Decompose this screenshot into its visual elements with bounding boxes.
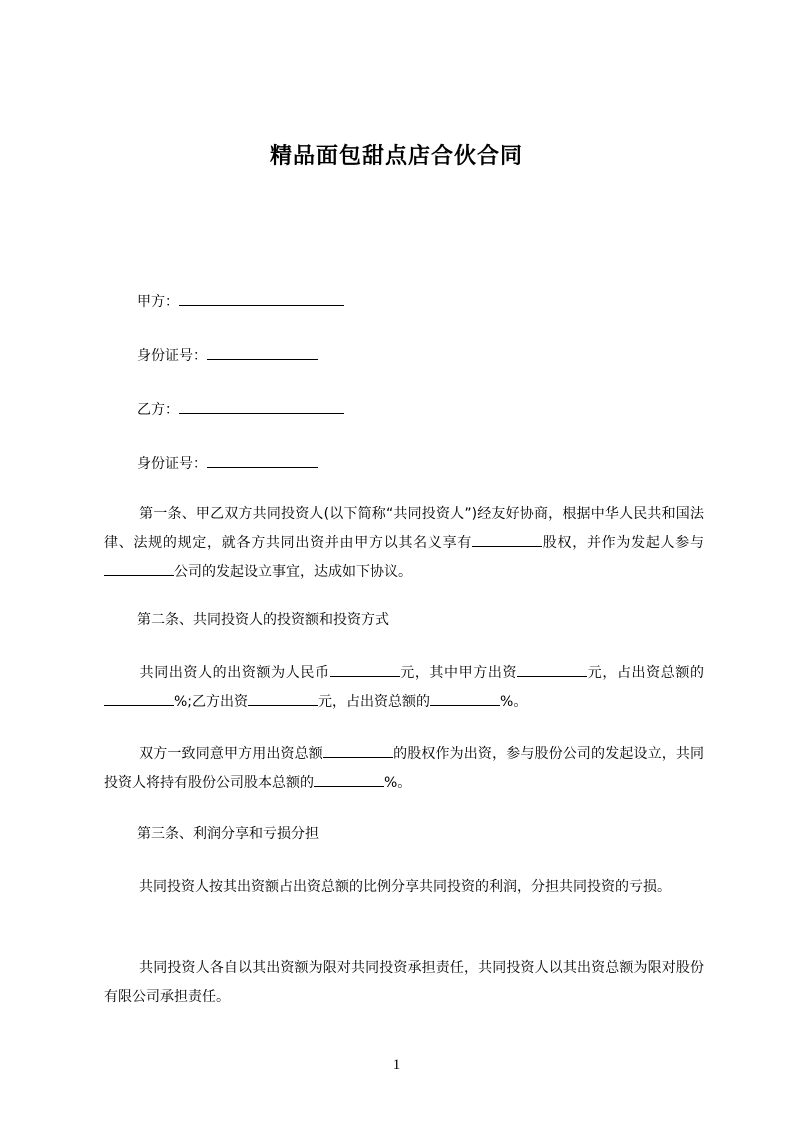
party-a-percent-blank (104, 691, 174, 706)
article-1-paragraph (104, 500, 704, 587)
investment-text-3: 元，占出资总额的 (587, 665, 705, 681)
page-number: 1 (392, 1057, 401, 1073)
article-3-heading: 第三条、利润分享和亏损分担 (137, 826, 319, 842)
article-1-text-2: 股权，并作为发起人参与 (542, 535, 705, 551)
party-b-id-label: 身份证号： (137, 456, 207, 472)
article-2-heading: 第二条、共同投资人的投资额和投资方式 (137, 612, 389, 628)
company-name-blank (104, 561, 174, 576)
party-b-capital-blank (248, 691, 318, 706)
investment-text-5: 元，占出资总额的 (318, 694, 431, 710)
equity-blank (472, 532, 542, 547)
total-capital-blank (330, 662, 400, 677)
investment-text-6: %。 (500, 694, 528, 710)
equity-paragraph (104, 740, 704, 798)
equity-text-3: %。 (384, 775, 412, 791)
party-a-label: 甲方： (137, 294, 179, 310)
party-b-line (137, 399, 344, 420)
investment-text-1: 共同出资人的出资额为人民币 (139, 665, 330, 681)
document-title: 精品面包甜点店合伙合同 (269, 144, 523, 169)
article-1-text-1: 第一条、甲乙双方共同投资人(以下简称“共同投资人”)经友好协商，根据中华人民共和国法律、法规的规定，就各方共同出资并由甲方以其名义享有 (104, 506, 704, 551)
profit-paragraph (104, 873, 704, 902)
share-percent-blank (314, 772, 384, 787)
liability-text: 共同投资人各自以其出资额为限对共同投资承担责任，共同投资人以其出资总额为限对股份有限公司承担责任。 (104, 960, 704, 1005)
party-b-blank (179, 399, 344, 414)
article-1-text-3: 公司的发起设立事宜，达成如下协议。 (174, 564, 412, 580)
investment-text-2: 元，其中甲方出资 (399, 665, 518, 681)
party-a-id-label: 身份证号： (137, 348, 207, 364)
investment-paragraph (104, 659, 704, 717)
equity-text-2: 的股权作为出资，参与股份公司的发起设立，共同投资人将持有股份公司股本总额的 (104, 746, 705, 791)
profit-text: 共同投资人按其出资额占出资总额的比例分享共同投资的利润，分担共同投资的亏损。 (139, 879, 671, 895)
equity-text-1: 双方一致同意甲方用出资总额 (139, 746, 323, 762)
party-b-percent-blank (430, 691, 500, 706)
party-b-label: 乙方： (137, 402, 179, 418)
party-a-id-line (137, 345, 318, 366)
party-b-id-blank (207, 453, 318, 468)
party-a-blank (179, 291, 344, 306)
liability-paragraph (104, 954, 704, 1012)
equity-amount-blank (323, 743, 393, 758)
party-a-capital-blank (517, 662, 587, 677)
party-b-id-line (137, 453, 318, 474)
party-a-id-blank (207, 345, 318, 360)
party-a-line (137, 291, 344, 312)
investment-text-4: %;乙方出资 (174, 694, 249, 710)
